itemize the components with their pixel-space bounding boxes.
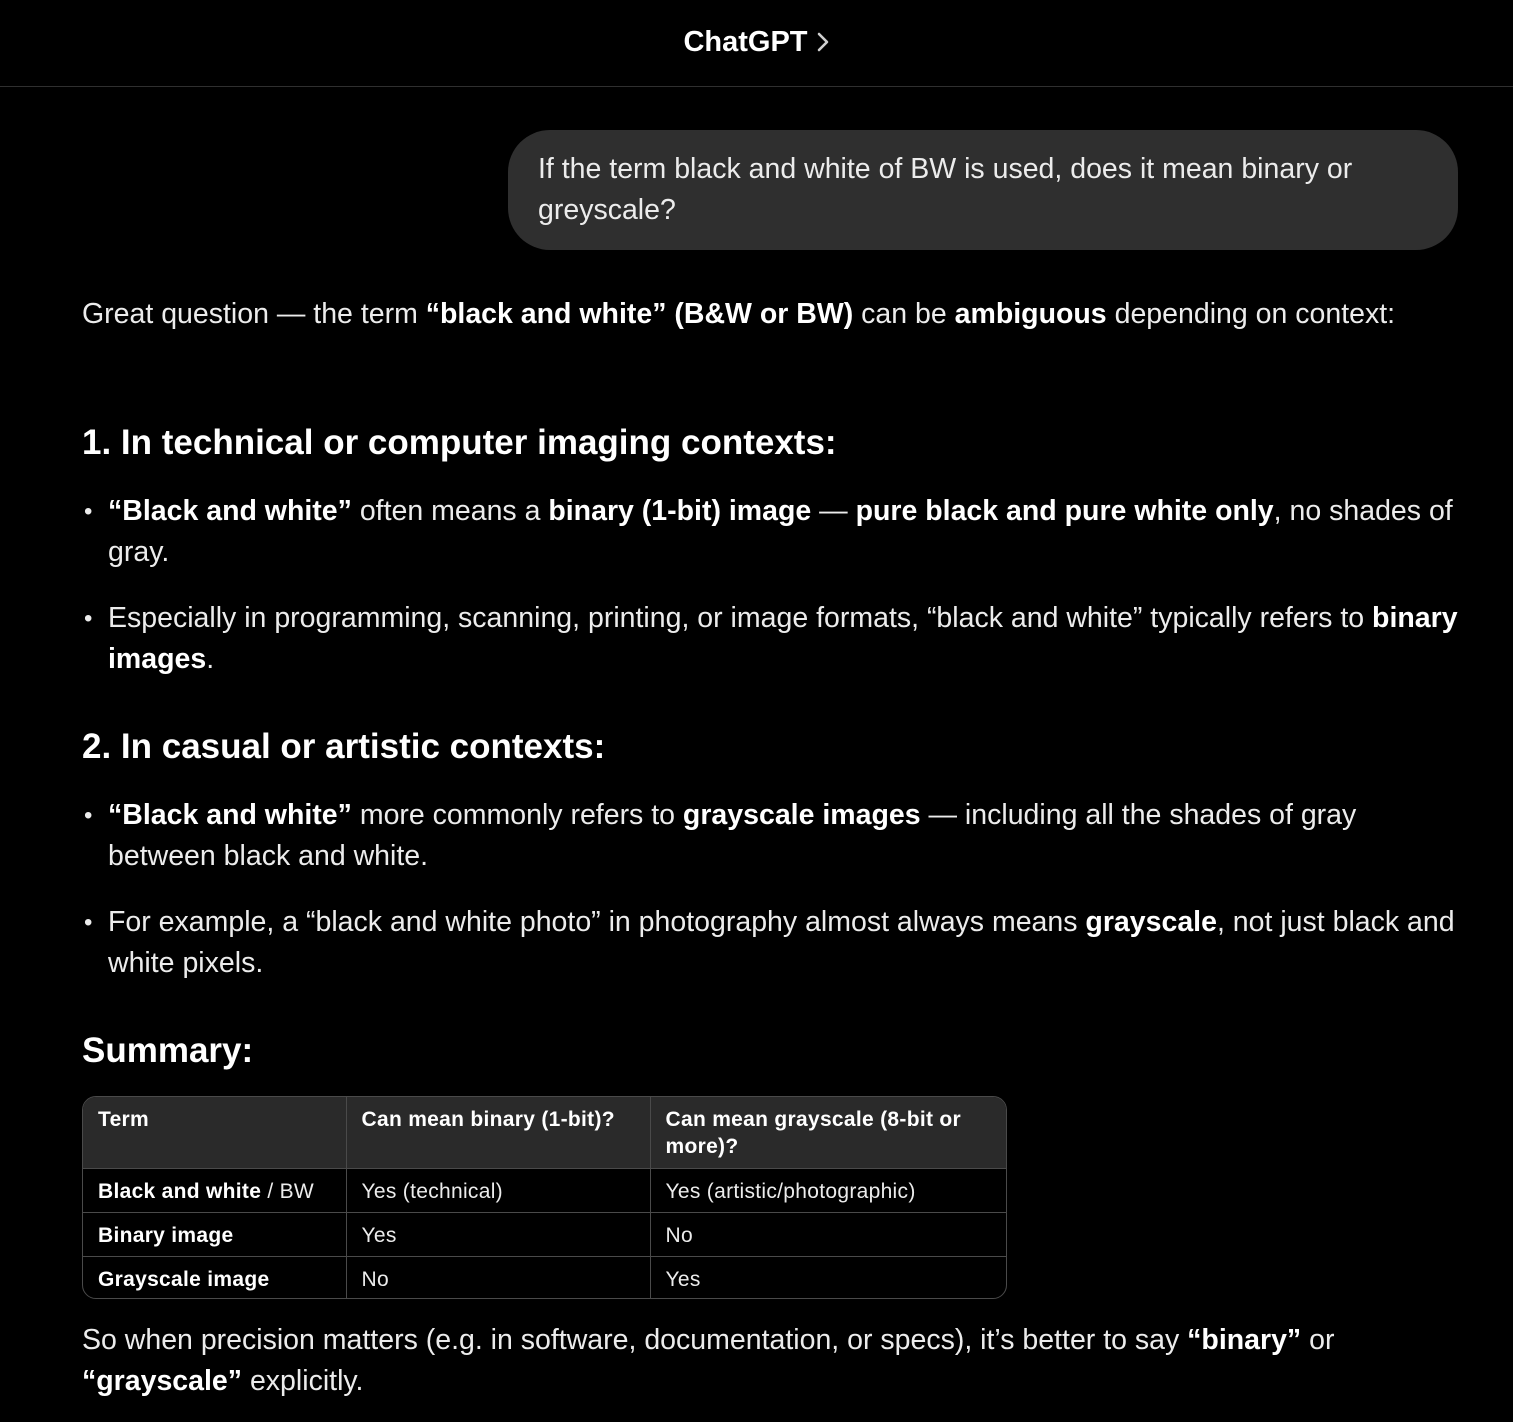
assistant-intro-paragraph <box>82 294 1462 335</box>
table-row <box>83 1168 1006 1212</box>
table-cell-binary: Yes <box>346 1212 650 1256</box>
table-header-row <box>83 1097 1006 1168</box>
s2b1-text-1: more commonly refers to <box>351 799 683 831</box>
table-cell-grayscale: Yes <box>665 1267 701 1291</box>
section2-heading: 2. In casual or artistic contexts: <box>82 727 606 766</box>
user-message-text: If the term black and white of BW is used, does it mean binary or greyscale? <box>538 153 1353 226</box>
model-selector-button[interactable] <box>683 26 829 59</box>
closing-text-2: or <box>1301 1324 1335 1356</box>
section2-bullet-1 <box>82 795 1462 877</box>
s2b1-bold-1: “Black and white” <box>108 799 352 831</box>
term-bold: Black and white <box>98 1179 262 1203</box>
table-cell-binary: No <box>346 1256 650 1299</box>
table-header-grayscale: Can mean grayscale (8-bit or more)? <box>650 1097 1006 1168</box>
s1b2-text-1: Especially in programming, scanning, printing, or image formats, “black and white” typically refers to <box>108 602 1373 634</box>
s2b1-bold-2: grayscale images <box>682 799 921 831</box>
section1-heading: 1. In technical or computer imaging contexts: <box>82 423 837 462</box>
section2-bullet-2 <box>82 902 1462 984</box>
model-name: ChatGPT <box>683 25 808 58</box>
intro-bold-2: ambiguous <box>954 298 1107 330</box>
s2b2-text-2: , not just black and white pixels. <box>108 906 1455 979</box>
table-cell-grayscale: No <box>650 1212 1006 1256</box>
intro-text-1: Great question — the term <box>82 298 426 330</box>
table-cell-binary: Yes (technical) <box>346 1168 650 1212</box>
bullet-dot-icon: • <box>84 498 93 525</box>
table-header-term: Term <box>83 1097 346 1168</box>
s1b1-bold-2: binary (1-bit) image <box>548 495 812 527</box>
s1b1-text-1: often means a <box>351 495 549 527</box>
closing-text-1: So when precision matters (e.g. in software, documentation, or specs), it’s better to say <box>82 1324 1188 1356</box>
intro-text-2: can be <box>853 298 955 330</box>
term-rest: / BW <box>261 1179 315 1203</box>
table-cell-term <box>83 1256 346 1299</box>
summary-table <box>82 1096 1007 1299</box>
section1-bullet-2 <box>82 598 1462 680</box>
s1b1-bold-1: “Black and white” <box>108 495 352 527</box>
bullet-dot-icon: • <box>84 909 93 936</box>
bullet-dot-icon: • <box>84 802 93 829</box>
s1b1-bold-3: pure black and pure white only <box>855 495 1274 527</box>
summary-heading: Summary: <box>82 1031 254 1070</box>
s2b1-text-2: — including all the shades of gray between black and white. <box>108 799 1357 872</box>
table-row <box>83 1256 1006 1299</box>
table-cell-term <box>83 1168 346 1212</box>
s1b2-text-2: . <box>206 643 215 675</box>
section1-bullet-1 <box>82 491 1462 573</box>
s1b2-bold-1: binary images <box>108 602 1458 675</box>
closing-bold-2: “grayscale” <box>82 1365 243 1397</box>
table-cell-term <box>83 1212 346 1256</box>
closing-text-3: explicitly. <box>242 1365 364 1397</box>
table-cell-grayscale: Yes (artistic/photographic) <box>650 1168 1006 1212</box>
term-bold: Binary image <box>98 1223 234 1247</box>
term-bold: Grayscale image <box>98 1267 270 1291</box>
s1b1-text-2: — <box>811 495 856 527</box>
closing-bold-1: “binary” <box>1187 1324 1302 1356</box>
top-bar <box>0 0 1513 87</box>
user-message-bubble <box>508 130 1458 250</box>
closing-paragraph <box>82 1320 1462 1402</box>
table-row <box>83 1212 1006 1256</box>
s1b1-text-3: , no shades of gray. <box>108 495 1453 568</box>
s2b2-bold-1: grayscale <box>1085 906 1217 938</box>
s2b2-text-1: For example, a “black and white photo” in photography almost always means <box>108 906 1086 938</box>
chevron-right-icon <box>816 32 830 52</box>
bullet-dot-icon: • <box>84 605 93 632</box>
intro-bold-1: “black and white” (B&W or BW) <box>425 298 854 330</box>
table-header-binary: Can mean binary (1-bit)? <box>346 1097 650 1168</box>
intro-text-3: depending on context: <box>1106 298 1396 330</box>
